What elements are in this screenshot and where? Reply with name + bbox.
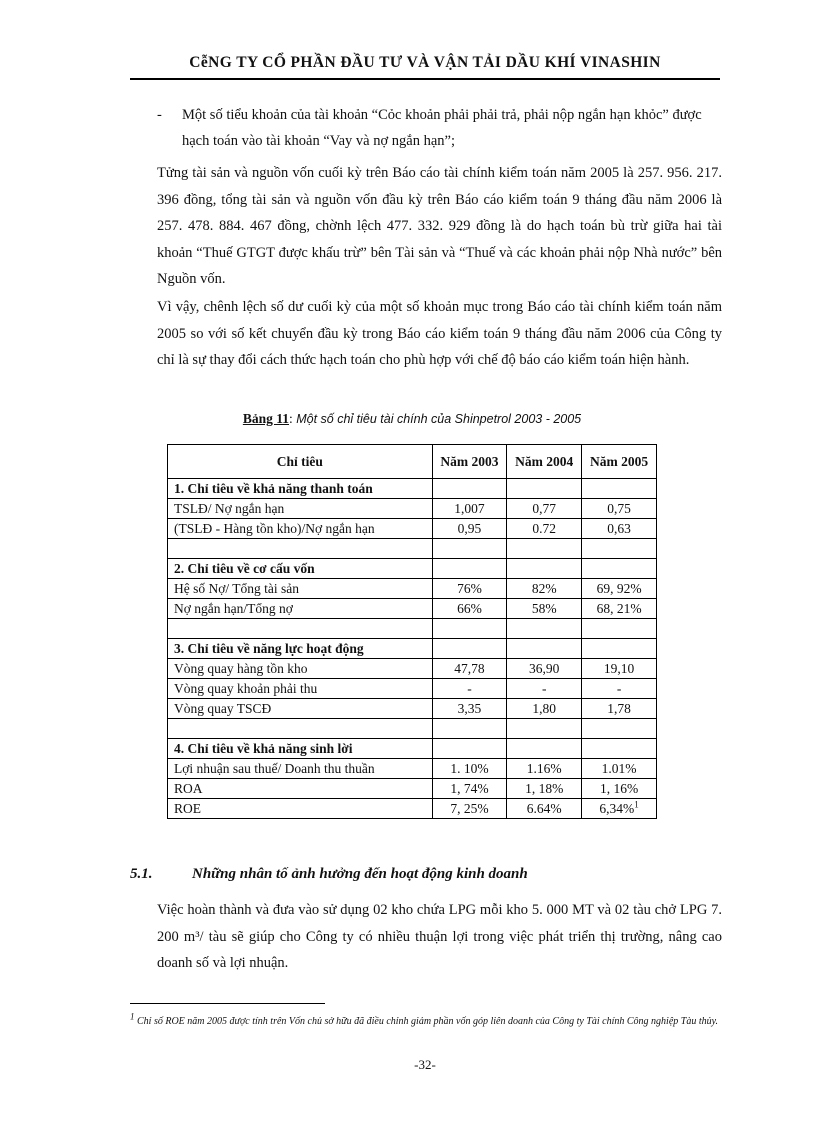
page-header-title: CễNG TY CỔ PHẦN ĐẦU TƯ VÀ VẬN TẢI DẦU KHÍ VINASHIN — [189, 54, 661, 71]
row-label: TSLĐ/ Nợ ngắn hạn — [168, 499, 433, 519]
cell-2003: 66% — [432, 599, 507, 619]
bullet-text: Một số tiểu khoản của tài khoản “Cỏc khoản phải phải trả, phải nộp ngắn hạn khỏc” được hạch toán vào tài khoản “Vay và nợ ngắn hạn”; — [182, 107, 702, 149]
row-label: Vòng quay TSCĐ — [168, 699, 433, 719]
row-label: ROA — [168, 779, 433, 799]
spacer-row — [168, 619, 657, 639]
table-row — [168, 699, 657, 719]
financial-indicators-table — [167, 444, 657, 819]
section-title: 1. Chỉ tiêu về khả năng thanh toán — [168, 479, 433, 499]
cell-2005: 1,78 — [582, 699, 657, 719]
header-year-2004: Năm 2004 — [507, 445, 582, 479]
paragraph-total-assets: Tửng tài sản và nguồn vốn cuối kỳ trên Báo cáo tài chính kiểm toán năm 2005 là 257. 956. 217. 396 đồng, tổng tài sản và nguồn vốn đầu kỳ trên Báo cáo kiểm toán 9 tháng đầu năm 2006 là 257. 478. 884. 467 đồng, chờnh lệch 477. 332. 929 đồng là do hạch toán bù trừ giữa hai tài khoản “Thuế GTGT được khấu trừ” bên Tài sản và “Thuế và các khoản phải nộp Nhà nước” bên Nguồn vốn. — [157, 165, 722, 287]
cell-2004: 0,77 — [507, 499, 582, 519]
row-label: (TSLĐ - Hàng tồn kho)/Nợ ngắn hạn — [168, 519, 433, 539]
table-caption-title: Một số chỉ tiêu tài chính của Shinpetrol 2003 - 2005 — [292, 412, 582, 426]
cell-2003: 1. 10% — [432, 759, 507, 779]
cell-2004: 1.16% — [507, 759, 582, 779]
cell-2005: 68, 21% — [582, 599, 657, 619]
paragraph-lpg-storage: Việc hoàn thành và đưa vào sử dụng 02 kho chứa LPG mỗi kho 5. 000 MT và 02 tàu chở LPG 7. 200 m³/ tàu sẽ giúp cho Công ty có nhiều thuận lợi trong việc phát triển thị trường, nâng cao doanh số và lợi nhuận. — [157, 902, 722, 971]
table-row — [168, 499, 657, 519]
cell-2005: 1, 16% — [582, 779, 657, 799]
cell-2005 — [582, 799, 657, 819]
row-label: ROE — [168, 799, 433, 819]
page-number: -32- — [414, 1057, 436, 1072]
table-row — [168, 759, 657, 779]
cell-2005: 19,10 — [582, 659, 657, 679]
header-year-2003: Năm 2003 — [432, 445, 507, 479]
row-label: Nợ ngắn hạn/Tổng nợ — [168, 599, 433, 619]
table-row — [168, 679, 657, 699]
cell-2005: 0,75 — [582, 499, 657, 519]
cell-2004: - — [507, 679, 582, 699]
cell-2004: 6.64% — [507, 799, 582, 819]
cell-2003: - — [432, 679, 507, 699]
section-row — [168, 639, 657, 659]
cell-2003: 3,35 — [432, 699, 507, 719]
cell-2004: 1,80 — [507, 699, 582, 719]
section-title: 2. Chỉ tiêu về cơ cấu vốn — [168, 559, 433, 579]
bullet-item — [157, 102, 722, 154]
cell-2003: 7, 25% — [432, 799, 507, 819]
roe-2005-value: 6,34% — [599, 801, 635, 816]
cell-2003: 47,78 — [432, 659, 507, 679]
table-row — [168, 779, 657, 799]
table-row — [168, 599, 657, 619]
row-label: Vòng quay khoản phải thu — [168, 679, 433, 699]
cell-2004: 1, 18% — [507, 779, 582, 799]
spacer-row — [168, 719, 657, 739]
cell-2003: 1, 74% — [432, 779, 507, 799]
footnote-rule — [130, 1003, 325, 1004]
section-title: Những nhân tố ảnh hưởng đến hoạt động kinh doanh — [192, 866, 528, 882]
section-title: 4. Chỉ tiêu về khả năng sinh lời — [168, 739, 433, 759]
section-row — [168, 559, 657, 579]
section-row — [168, 479, 657, 499]
table-row — [168, 799, 657, 819]
cell-2005: 69, 92% — [582, 579, 657, 599]
cell-2005: 0,63 — [582, 519, 657, 539]
cell-2003: 1,007 — [432, 499, 507, 519]
row-label: Hệ số Nợ/ Tổng tài sản — [168, 579, 433, 599]
cell-2004: 0.72 — [507, 519, 582, 539]
cell-2005: - — [582, 679, 657, 699]
table-caption-colon: : — [289, 411, 293, 426]
table-row — [168, 659, 657, 679]
table-header-row — [168, 445, 657, 479]
header-indicator: Chỉ tiêu — [168, 445, 433, 479]
header-year-2005: Năm 2005 — [582, 445, 657, 479]
section-number: 5.1. — [130, 866, 153, 882]
cell-2004: 58% — [507, 599, 582, 619]
section-title: 3. Chỉ tiêu về năng lực hoạt động — [168, 639, 433, 659]
footnote-marker: 1 — [130, 1011, 135, 1022]
table-row — [168, 519, 657, 539]
header-rule — [130, 78, 720, 80]
cell-2005: 1.01% — [582, 759, 657, 779]
spacer-row — [168, 539, 657, 559]
cell-2004: 36,90 — [507, 659, 582, 679]
table-caption-label: Bảng 11 — [242, 411, 289, 426]
section-row — [168, 739, 657, 759]
row-label: Lợi nhuận sau thuế/ Doanh thu thuần — [168, 759, 433, 779]
table-caption — [167, 411, 657, 427]
row-label: Vòng quay hàng tồn kho — [168, 659, 433, 679]
cell-2003: 0,95 — [432, 519, 507, 539]
table-row — [168, 579, 657, 599]
cell-2003: 76% — [432, 579, 507, 599]
footnote-reference[interactable]: 1 — [634, 799, 639, 810]
paragraph-balance-difference: Vì vậy, chênh lệch số dư cuối kỳ của một số khoản mục trong Báo cáo tài chính kiểm toán năm 2005 so với số kết chuyển đầu kỳ trong Báo cáo kiểm toán 9 tháng đầu năm 2006 của Công ty chỉ là sự thay đổi cách thức hạch toán cho phù hợp với chế độ báo cáo kiểm toán hiện hành. — [157, 299, 722, 368]
section-heading — [130, 866, 528, 883]
footnote-text: Chỉ số ROE năm 2005 được tính trên Vốn chủ sở hữu đã điều chỉnh giảm phần vốn góp liên doanh của Công ty Tài chính Công nghiệp Tàu thủy. — [134, 1016, 718, 1027]
footnote — [130, 1013, 720, 1030]
bullet-dash: - — [157, 107, 162, 123]
cell-2004: 82% — [507, 579, 582, 599]
